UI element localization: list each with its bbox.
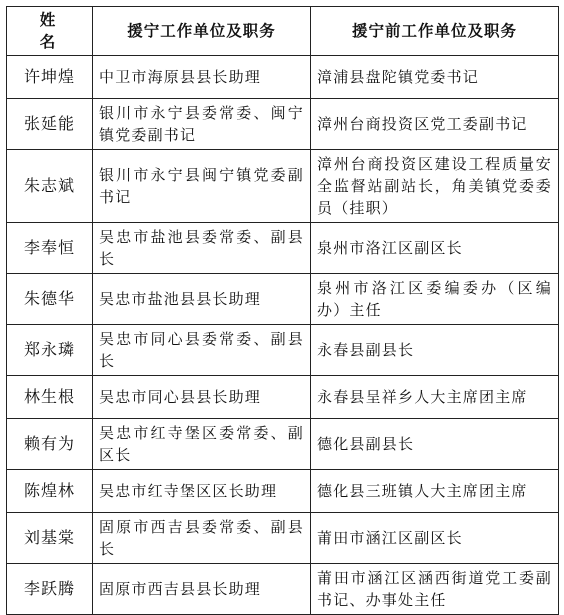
- cell-previous-post: 泉州市洛江区副区长: [311, 223, 559, 274]
- table-row: [7, 325, 559, 376]
- cell-name: 张延能: [7, 99, 93, 150]
- table-row: [7, 419, 559, 470]
- header-ningxia-post: 援宁工作单位及职务: [93, 7, 311, 56]
- cell-ningxia-post: 吴忠市同心县县长助理: [93, 376, 311, 419]
- cell-name: 郑永璘: [7, 325, 93, 376]
- table-row: [7, 470, 559, 513]
- cell-name: 陈煌林: [7, 470, 93, 513]
- cell-previous-post: 莆田市涵江区副区长: [311, 513, 559, 564]
- cell-name: 赖有为: [7, 419, 93, 470]
- cell-name: 林生根: [7, 376, 93, 419]
- cell-previous-post: 德化县三班镇人大主席团主席: [311, 470, 559, 513]
- table-row: [7, 150, 559, 223]
- header-name: 姓 名: [7, 7, 93, 56]
- cell-ningxia-post: 吴忠市红寺堡区委常委、副区长: [93, 419, 311, 470]
- table-row: [7, 99, 559, 150]
- cell-previous-post: 漳浦县盘陀镇党委书记: [311, 56, 559, 99]
- cell-name: 李奉恒: [7, 223, 93, 274]
- cell-previous-post: 漳州台商投资区党工委副书记: [311, 99, 559, 150]
- cell-ningxia-post: 固原市西吉县委常委、副县长: [93, 513, 311, 564]
- table-row: [7, 223, 559, 274]
- table-row: [7, 56, 559, 99]
- table-row: [7, 513, 559, 564]
- cell-previous-post: 莆田市涵江区涵西街道党工委副书记、办事处主任: [311, 564, 559, 615]
- cadre-table: [6, 6, 559, 615]
- cell-ningxia-post: 中卫市海原县县长助理: [93, 56, 311, 99]
- table-row: [7, 564, 559, 615]
- cell-name: 朱志斌: [7, 150, 93, 223]
- cell-previous-post: 永春县副县长: [311, 325, 559, 376]
- table-row: [7, 274, 559, 325]
- cell-previous-post: 永春县呈祥乡人大主席团主席: [311, 376, 559, 419]
- cell-name: 李跃腾: [7, 564, 93, 615]
- cell-previous-post: 德化县副县长: [311, 419, 559, 470]
- cell-ningxia-post: 银川市永宁县闽宁镇党委副书记: [93, 150, 311, 223]
- table-header-row: [7, 7, 559, 56]
- cell-ningxia-post: 吴忠市同心县委常委、副县长: [93, 325, 311, 376]
- cell-ningxia-post: 吴忠市盐池县委常委、副县长: [93, 223, 311, 274]
- header-previous-post: 援宁前工作单位及职务: [311, 7, 559, 56]
- cell-name: 刘基棠: [7, 513, 93, 564]
- cell-ningxia-post: 吴忠市盐池县县长助理: [93, 274, 311, 325]
- cell-name: 朱德华: [7, 274, 93, 325]
- cell-name: 许坤煌: [7, 56, 93, 99]
- cell-ningxia-post: 银川市永宁县委常委、闽宁镇党委副书记: [93, 99, 311, 150]
- cell-previous-post: 泉州市洛江区委编委办（区编办）主任: [311, 274, 559, 325]
- cell-ningxia-post: 吴忠市红寺堡区区长助理: [93, 470, 311, 513]
- cell-previous-post: 漳州台商投资区建设工程质量安全监督站副站长，角美镇党委委员（挂职）: [311, 150, 559, 223]
- cell-ningxia-post: 固原市西吉县县长助理: [93, 564, 311, 615]
- table-row: [7, 376, 559, 419]
